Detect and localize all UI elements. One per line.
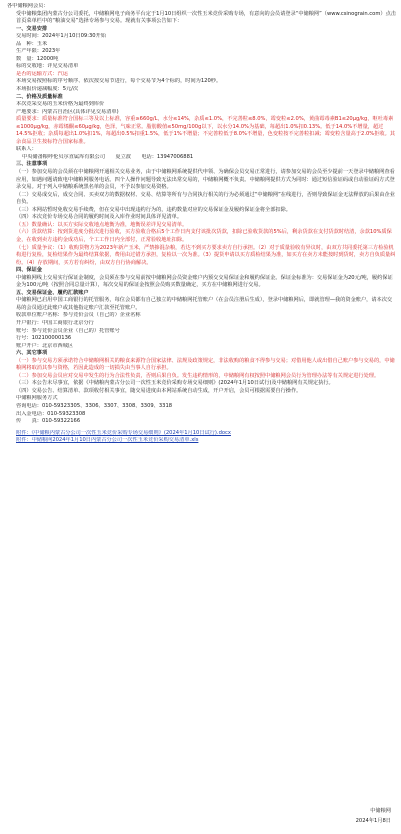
price-note: 本次竞采交易的玉米价格为最终到库价 <box>16 101 105 108</box>
other-paragraph: （四）交易公告、结算清单、款项收付相关事宜，随交易进度由本网站系统自动生成，开户开启，会员可根据需要自行操作。 <box>16 387 302 394</box>
note-paragraph: （二）交易成交后，成交合同、买卖双方的数据权材、交易、结算等所有与合同执行相关的行为必须通过“中储粮网”在线进行，否则导致保证金无法释放的后果由企业自负。 <box>16 191 395 206</box>
attachment-link-rules[interactable]: 附件：《中储粮内蒙古分公司一次性玉米竞价采购专场交易细则》(2024年1月10日试行).docx <box>16 429 231 436</box>
note-paragraph: （五）数量确认：以买方实际交收地点地衡为准，地衡误差详见交易清单。 <box>16 221 188 228</box>
section-title-other: 六、其它事项 <box>16 350 48 357</box>
attachment-link-list[interactable]: 附件：中储粮网2024年1月10日内蒙古分公司一次性玉米竞价采购交易清单.xls <box>16 437 199 444</box>
intro-paragraph: 受中储粮集团内蒙古分公司委托，中储粮网电子商务平台定于1月10日组织一次性玉米竞价采购专场，有意向的会员请登录“中储粮网”（www.csinograin.com）点击首页菜单栏中的“粮油交易”选择专场参与交易。现就有关事项公告如下： <box>16 10 396 25</box>
funds-phone: 出入金电话：010-59323308 <box>16 410 86 417</box>
section-title-deposit: 四、保证金 <box>16 267 42 274</box>
bank-name: 开户银行：中国工商银行北京分行 <box>16 319 94 326</box>
delivery-location: 标的交收地：详见交易清单 <box>16 63 79 70</box>
payee-name: 收款单位账户名称：参与竞价会员（自己的）企业名称 <box>16 312 141 319</box>
signature-org: 中储粮网 <box>370 808 391 814</box>
origin-requirement: 产地要求：内蒙古自治区(具体详见交易清单) <box>16 108 119 115</box>
section-title-trading: 一、交易安排 <box>16 25 48 32</box>
other-paragraph: （三）本公告未尽事宜，依据《中储粮内蒙古分公司一次性玉米竞价采购专场交易细则》(2024年1月10日试行)及中储粮网有关规定执行。 <box>16 380 334 387</box>
trade-order: 本场交易按照标的序号顺序、依次按交易节进行，每个交易节为4个标的，时间为120秒。 <box>16 78 222 85</box>
fax-number: 传 真：010-59322166 <box>16 418 81 425</box>
greeting: 各中储粮网会员： <box>7 3 49 9</box>
bid-decrement: 本场报价递减幅度：5元/次 <box>16 86 79 93</box>
section-title-account: 五、交易保证金、履约汇款账户 <box>16 289 89 296</box>
production-year: 生产年限：2023年 <box>16 48 61 55</box>
service-label: 中储粮网服务方式 <box>16 395 58 402</box>
quality-requirement: 质量要求：质量标准符合国标三等及以上标准，容重≥660g/L，水分≤14%，杂质≤1.0%，不完善粒≤8.0%，霉变粒≤2.0%，黄曲霉毒素B1≤20μg/kg，呕吐毒素≤1000μg/kg，赤霉烯酮≤60μg/kg，色泽，气味正常。脂肪酸值≤50mg/100g以下，以水分14.0%为基础，每超出1.0%扣0.13%。低于14.0%不增量，超过14.5%拒收；杂质每超出1.0%扣1%，每超出0.5%扣重1.5%，低于1%不增量；不完善粒低于8.0%不增量，色变粒按不完善粒扣减；霉变粒含量高于2.0%拒收。其余食品卫生按标符合国家标准。 <box>16 116 395 145</box>
account-paragraph: 中储粮网已启用中国工商银行的托管服务，每位会员都有自己独立的中储粮网托管账户（在会员注册后生成），登录中储粮网后，即就管理—我的资金账户，请本次交易的会员通过此账户或其他指定账户汇款至托管账户。 <box>16 297 393 311</box>
section-title-notes: 三、注意事项 <box>16 161 48 168</box>
note-paragraph: （一）参加交易的会员须在中储粮网开通相关交易业务，由于中储粮网系统提供代申领、为确保会员交易正常进行，请参加交易的会员至少提前一天登录中储粮网查看应用，如遇问题请致电中储粮网服务电话。四个人操作问题导致无法出常交易的，中储粮网概不负责。中储粮网提供方式为同时：通过短信验证码或自动验证码方式登录交易。对于列入中储粮系统黑名单的会员，不予以参加交易资格。 <box>16 169 395 191</box>
note-paragraph: （三）本网站暂时免收交易手续费，但在交易中出现违约行为的，违约数量对应的交易保证金及履约保证金将全部扣除。 <box>16 206 291 213</box>
signature-date: 2024年1月8日 <box>355 818 391 824</box>
section-title-price: 二、价格及质量标准 <box>16 93 63 100</box>
deposit-paragraph: 中储粮网线上交易实行保证金制度，会员须在参与交易前按中储粮网会员资金账户内预交交易保证金和履约保证金。保证金标准为：交易保证金为20元/吨，履约保证金为100元/吨（按照合同总量计算），每次交易的保证金按照会员购买数量确定，买方在中储粮网进行交易。 <box>16 274 393 289</box>
account-label: 账号：参与竞价会员企业（自己的）托管账号 <box>16 327 120 334</box>
note-paragraph: （七）质量争议：（1）收购货物方为2023年新产玉米，严禁掺混杂粮，若达不到买方要求卖方自行承担。（2）对于质量验收有异议时，由双方共同委托第三方检验机构进行复检，复检结果作为最终结算依据，费用由过错方承担，复检以一次为准。（3）提货申请以买方质检结果为准，如买方在卖方未能按时到货时，卖方自负质量纠纷。（4）存放期间，买方若有纠纷，由双方自行协商解决。 <box>16 244 396 266</box>
contact-info: 中央储备粮呼伦贝尔直属库有限公司 夏立波 电话：13947006881 <box>22 153 194 160</box>
variety: 品 种：玉米 <box>16 40 48 47</box>
service-phone: 咨询电话：010-59323305、3306、3307、3308、3309、3318 <box>16 402 173 409</box>
bank-branch: 账户开户：北京市西城区 <box>16 342 74 349</box>
quantity: 数 量：12000吨 <box>16 55 59 62</box>
other-paragraph: （二）参加交易会员应对交易中发生的行为合法性负责，否则后果自负。发生违约情形的，中储粮网有权按照中储粮网会员行为管理办法等有关规定进行处理。 <box>16 372 380 379</box>
note-paragraph: （六）货款结算：按到货进度分批次进行验收，买方验收合格后5个工作日内支付该批次货款，扣除已验收货款的5%后，剩余货款在支付货款时结清，余款10%质保金，在收到卖方违约金成功后，个工工作日内全部付，正常验收地址扣除。 <box>16 229 392 243</box>
contact-label: 联系人： <box>16 146 37 153</box>
transport-method: 是否的运输方式：汽运 <box>16 70 68 77</box>
note-paragraph: （四）本次竞价专场交易合同的履约时间及入库作业时间具体详见清单。 <box>16 214 183 221</box>
trade-time: 交易时间：2024年1月10日09:30开始 <box>16 33 106 40</box>
bank-code: 行号：102100000136 <box>16 335 72 342</box>
other-paragraph: （一）参与交易方须承诺符合中储粮网相关的粮食来源符合国家法律、法规及政策规定，非法收购的粮食不得参与交易；对借用他人或出借自己账户参与交易的，中储粮网将取消其参与资格，若因此造成的一切损失由当事人自行承担。 <box>16 357 395 372</box>
